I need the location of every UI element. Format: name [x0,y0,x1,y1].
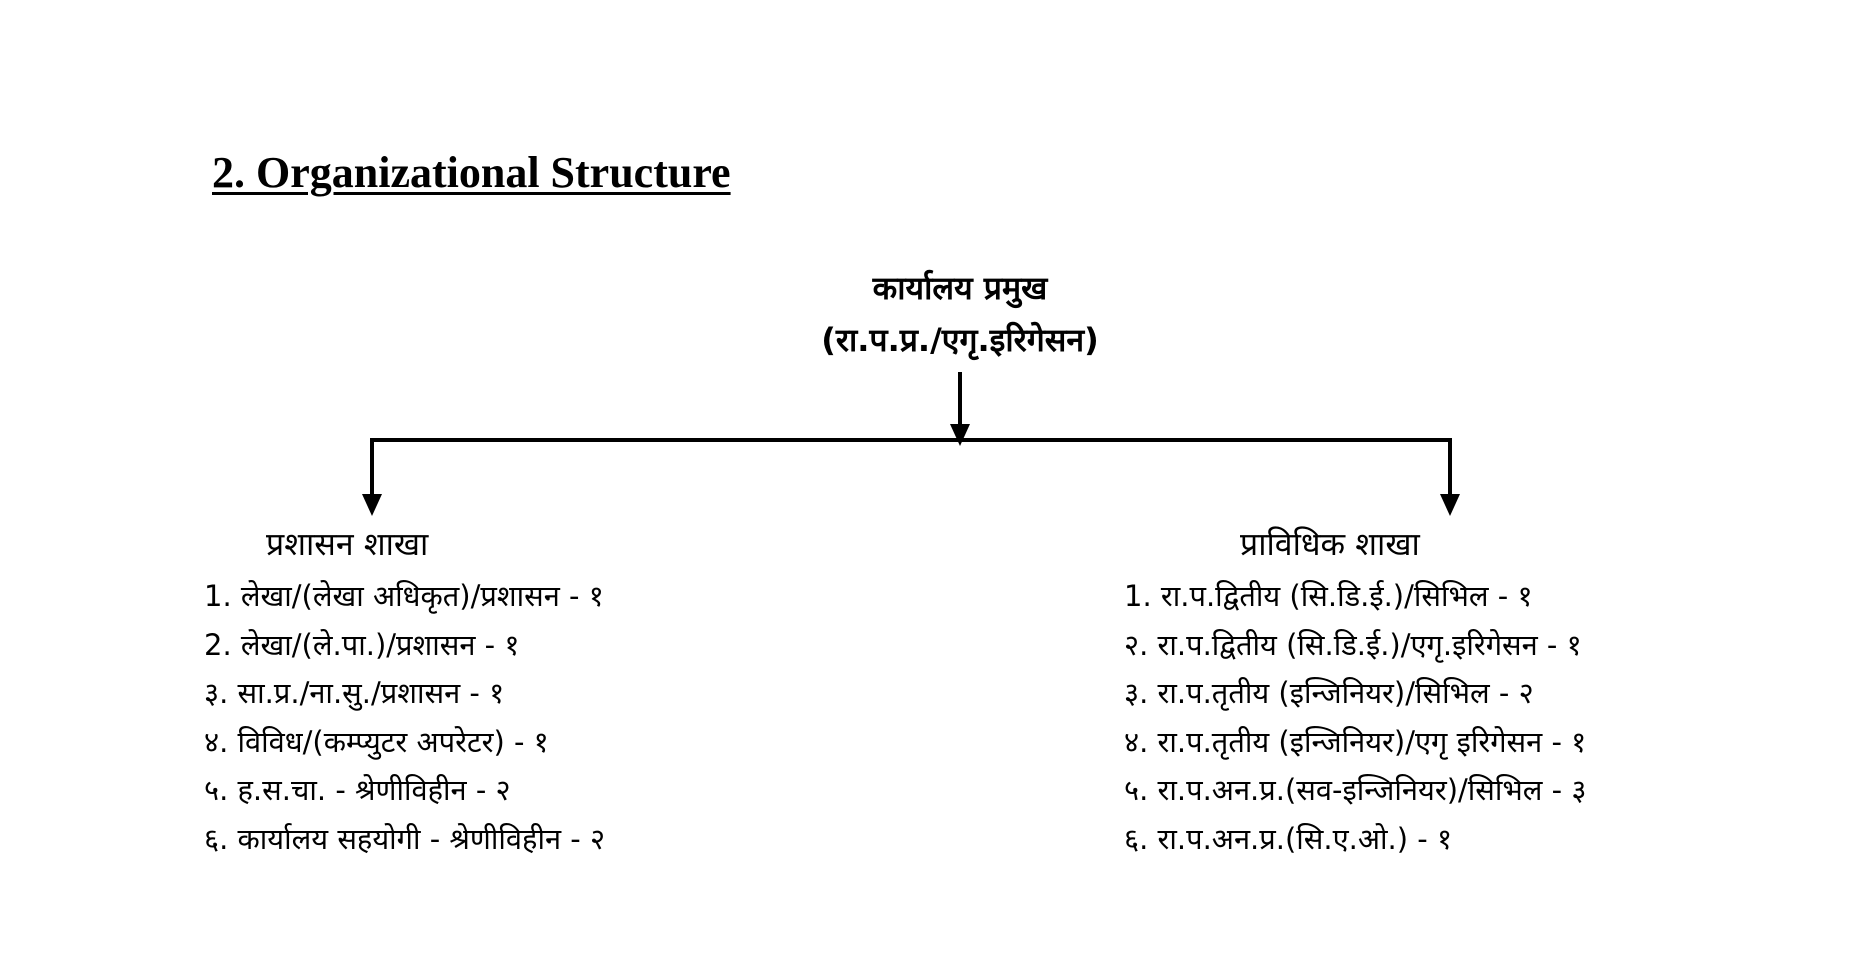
list-item: ५. ह.स.चा. - श्रेणीविहीन - २ [204,773,511,807]
technical-branch-title: प्राविधिक शाखा [1240,525,1420,563]
office-head-subtitle: (रा.प.प्र./एगृ.इरिगेसन) [821,321,1099,359]
office-head-title: कार्यालय प्रमुख [872,269,1048,307]
list-item: ४. रा.प.तृतीय (इन्जिनियर)/एगृ इरिगेसन - १ [1124,724,1587,759]
list-item: ५. रा.प.अन.प्र.(सव-इन्जिनियर)/सिभिल - ३ [1124,773,1587,807]
list-item: 2. लेखा/(ले.पा.)/प्रशासन - १ [204,627,520,662]
list-item: ६. रा.प.अन.प्र.(सि.ए.ओ.) - १ [1124,821,1453,856]
technical-branch-list [1124,572,1586,863]
technical-branch [1124,522,1586,863]
list-item: ४. विविध/(कम्प्युटर अपरेटर) - १ [204,724,549,759]
admin-branch [204,522,605,863]
admin-branch-title: प्रशासन शाखा [266,525,429,563]
list-item: ३. रा.प.तृतीय (इन्जिनियर)/सिभिल - २ [1124,676,1534,710]
head-arrowhead [950,424,970,446]
list-item: २. रा.प.द्वितीय (सि.डि.ई.)/एगृ.इरिगेसन - १ [1124,627,1582,662]
admin-branch-list [204,572,605,863]
list-item: 1. रा.प.द्वितीय (सि.डि.ई.)/सिभिल - १ [1124,579,1533,613]
admin-branch-arrowhead [362,494,382,516]
technical-branch-arrowhead [1440,494,1460,516]
page-title: 2. Organizational Structure [212,148,731,197]
list-item: ६. कार्यालय सहयोगी - श्रेणीविहीन - २ [204,821,606,856]
list-item: ३. सा.प्र./ना.सु./प्रशासन - १ [204,676,505,710]
list-item: 1. लेखा/(लेखा अधिकृत)/प्रशासन - १ [204,579,604,613]
